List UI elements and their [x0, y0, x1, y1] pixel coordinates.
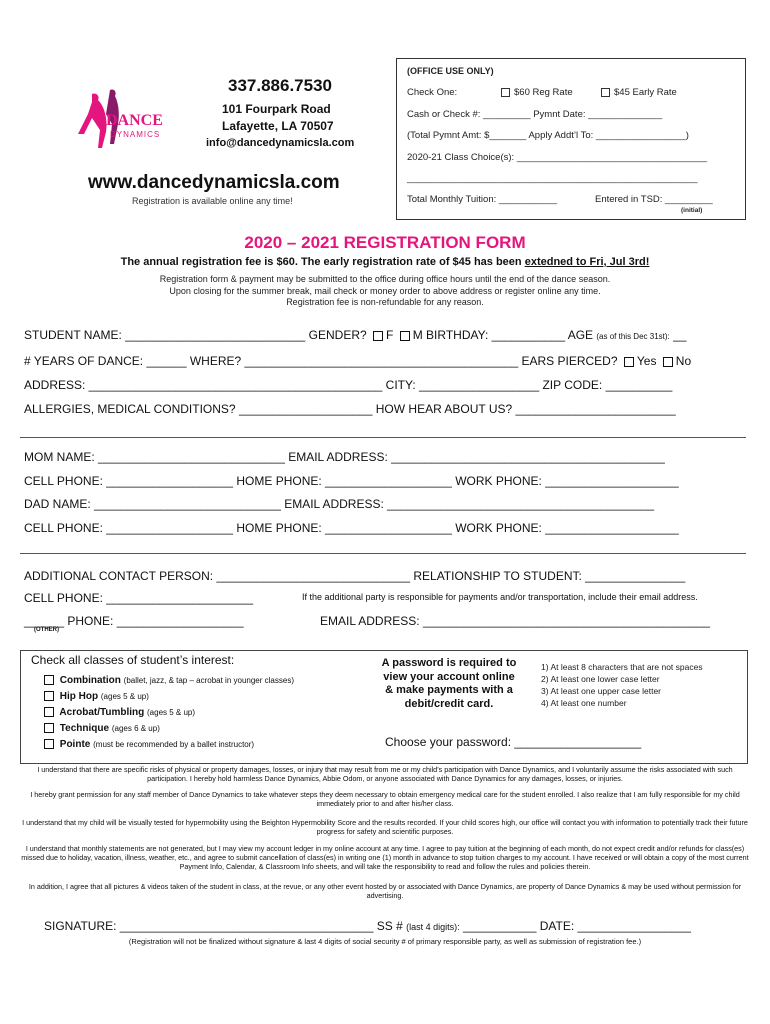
- form-title: 2020 – 2021 REGISTRATION FORM: [244, 233, 526, 252]
- signature-row[interactable]: [44, 919, 691, 933]
- class-choice-line[interactable]: _______________________________________________________: [407, 173, 698, 184]
- early-rate-checkbox[interactable]: [601, 88, 610, 97]
- total-tuition-field[interactable]: Total Monthly Tuition: ___________: [407, 194, 557, 205]
- reg-rate-checkbox[interactable]: [501, 88, 510, 97]
- password-rules: [541, 661, 703, 709]
- dad-field[interactable]: DAD NAME: ____________________________ EMAIL ADDRESS: ________________________________________: [24, 497, 655, 511]
- ss-note: (last 4 digits):: [406, 922, 460, 932]
- class-checkbox[interactable]: [44, 691, 54, 701]
- cell-phone-2-field[interactable]: CELL PHONE: ___________________ HOME PHONE: ___________________ WORK PHONE: ____________________: [24, 521, 679, 535]
- initial-label: (initial): [681, 207, 703, 214]
- fee-text: The annual registration fee is $60. The early registration rate of $45 has been: [120, 256, 525, 268]
- class-note: (ages 5 & up): [100, 692, 149, 701]
- age-note: (as of this Dec 31st):: [596, 332, 670, 341]
- studio-email[interactable]: info@dancedynamicsla.com: [206, 137, 355, 149]
- signature-field[interactable]: SIGNATURE: ______________________________________ SS #: [44, 919, 403, 933]
- age-field[interactable]: __: [673, 328, 687, 342]
- reg-rate-label: $60 Reg Rate: [514, 87, 573, 98]
- divider: [20, 437, 746, 438]
- signature-note: (Registration will not be finalized without signature & last 4 digits of social security # of primary responsible party, as well as submission of registration fee.): [128, 937, 642, 946]
- logo-text-dynamics: DYNAMICS: [110, 130, 161, 139]
- class-note: (ballet, jazz, & tap – acrobat in younger classes): [123, 676, 294, 685]
- mom-field[interactable]: MOM NAME: ____________________________ EMAIL ADDRESS: _________________________________________: [24, 450, 665, 464]
- divider: [20, 553, 746, 554]
- ears-yes-checkbox[interactable]: [624, 357, 634, 367]
- class-option[interactable]: [41, 723, 160, 734]
- class-name: Hip Hop: [59, 691, 99, 702]
- allergies-field[interactable]: ALLERGIES, MEDICAL CONDITIONS? ____________________ HOW HEAR ABOUT US? ________________________: [24, 402, 676, 416]
- classes-title: Check all classes of student’s interest:: [31, 653, 235, 667]
- office-use-title: (OFFICE USE ONLY): [407, 66, 494, 76]
- early-rate-option[interactable]: [601, 87, 677, 98]
- class-checkbox[interactable]: [44, 675, 54, 685]
- class-note: (ages 6 & up): [111, 724, 160, 733]
- address-line-2: Lafayette, LA 70507: [222, 119, 334, 133]
- studio-phone: 337.886.7530: [228, 76, 332, 95]
- logo-text-dance: DANCE: [106, 112, 163, 129]
- other-label: (OTHER): [34, 627, 59, 633]
- additional-email-field[interactable]: EMAIL ADDRESS: ___________________________________________: [320, 614, 710, 628]
- password-rule: 1) At least 8 characters that are not spaces: [541, 662, 703, 672]
- class-note: (must be recommended by a ballet instructor): [93, 740, 255, 749]
- other-phone-field[interactable]: ______ PHONE: ___________________: [24, 614, 244, 628]
- gender-f-label: F: [386, 328, 394, 342]
- liability-paragraph: I understand that there are specific risks of physical or property damages, losses, or injury that may result from me or my child’s participation with Dance Dynamics, and I voluntarily assume the risks associated with such participation. I hereby hold harmless Dance Dynamics, Abbie Odom, or anyone associated with Dance Dynamics for any damages, losses, or injuries.: [37, 765, 733, 783]
- choose-password-field[interactable]: Choose your password: ___________________: [385, 735, 642, 749]
- class-checkbox[interactable]: [44, 707, 54, 717]
- address-line-1: 101 Fourpark Road: [222, 102, 331, 116]
- birthday-field[interactable]: BIRTHDAY: ___________ AGE: [426, 328, 594, 342]
- student-row[interactable]: [24, 328, 686, 342]
- years-row[interactable]: [24, 354, 691, 368]
- student-name-field[interactable]: STUDENT NAME: ___________________________ GENDER?: [24, 328, 367, 342]
- class-name: Pointe: [59, 739, 91, 750]
- media-paragraph: In addition, I agree that all pictures & videos taken of the student in class, at the revue, or any other event hosted by or associated with Dance Dynamics, are property of Dance Dynamics & may be used without permission for advertising.: [28, 882, 742, 900]
- dance-dynamics-logo: [70, 88, 180, 158]
- class-checkbox[interactable]: [44, 739, 54, 749]
- early-rate-label: $45 Early Rate: [614, 87, 677, 98]
- reg-rate-option[interactable]: [501, 87, 573, 98]
- fee-deadline: extedned to Fri, Jul 3rd!: [524, 256, 650, 268]
- medical-paragraph: I hereby grant permission for any staff member of Dance Dynamics to take whatever steps they deem necessary to obtain emergency medical care for the student enrolled. I also realize that I am fully responsible for my child immediately prior to and after his/her class.: [30, 790, 740, 808]
- class-option[interactable]: [41, 707, 195, 718]
- additional-contact-field[interactable]: ADDITIONAL CONTACT PERSON: _____________________________ RELATIONSHIP TO STUDENT: _______________: [24, 569, 686, 583]
- password-rule: 2) At least one lower case letter: [541, 674, 660, 684]
- password-rule: 3) At least one upper case letter: [541, 686, 662, 696]
- note-2: Upon closing for the summer break, mail check or money order to above address or register online any time.: [169, 285, 601, 296]
- check-one-label: Check One:: [407, 87, 458, 98]
- registration-notes: [0, 274, 770, 309]
- password-rule: 4) At least one number: [541, 698, 627, 708]
- tuition-paragraph: I understand that monthly statements are not generated, but I may view my account ledger in my online account at any time. I agree to pay tuition at the beginning of each month, do not expect credit and/or refunds for class(es) missed due to holiday, vacation, illness, weather, etc., and agree to submit cancellation of class(es) in writing one (1) month in advance to stop tuition charges to my account. I have received or will obtain a copy of the most current Payment Info, Calendar, & Classroom Info sheets, and will take the responsibility to read and follow the rules and policies therein.: [21, 844, 749, 871]
- additional-note: If the additional party is responsible for payments and/or transportation, include their email address.: [302, 592, 698, 602]
- total-payment-field[interactable]: (Total Pymnt Amt: $_______ Apply Addt’l To: _________________): [407, 130, 689, 141]
- class-name: Combination: [59, 675, 121, 686]
- gender-f-checkbox[interactable]: [373, 331, 383, 341]
- ears-no-label: No: [675, 354, 692, 368]
- years-where-field[interactable]: # YEARS OF DANCE: ______ WHERE? _________________________________________ EARS PIERCED?: [24, 354, 618, 368]
- website-link[interactable]: www.dancedynamicsla.com: [88, 172, 340, 193]
- office-use-box: [396, 58, 746, 220]
- website-note: Registration is available online any time!: [132, 196, 293, 206]
- class-checkbox[interactable]: [44, 723, 54, 733]
- ears-yes-label: Yes: [636, 354, 657, 368]
- class-option[interactable]: [41, 739, 254, 750]
- note-3: Registration fee is non-refundable for any reason.: [286, 297, 484, 307]
- classes-box: [20, 650, 748, 764]
- class-option[interactable]: [41, 691, 149, 702]
- cash-check-field[interactable]: Cash or Check #: _________ Pymnt Date: ______________: [407, 109, 663, 120]
- class-name: Technique: [59, 723, 110, 734]
- entered-tsd-field[interactable]: Entered in TSD: _________: [595, 194, 713, 205]
- ears-no-checkbox[interactable]: [663, 357, 673, 367]
- hypermobility-paragraph: I understand that my child will be visually tested for hypermobility using the Beighton Hypermobility Score and the results recorded. If your child scores high, our office will contact you with information to potentially track their future progress for safety and scientific purposes.: [22, 818, 748, 836]
- additional-cell-field[interactable]: CELL PHONE: ______________________: [24, 591, 254, 605]
- gender-m-checkbox[interactable]: [400, 331, 410, 341]
- class-choice-field[interactable]: 2020-21 Class Choice(s): ____________________________________: [407, 152, 708, 163]
- class-name: Acrobat/Tumbling: [59, 707, 145, 718]
- password-notice: A password is required to view your account online & make payments with a debit/credit card.: [381, 657, 517, 710]
- address-field[interactable]: ADDRESS: ____________________________________________ CITY: __________________ ZIP CODE: __________: [24, 378, 673, 392]
- ss-date-field[interactable]: ___________ DATE: _________________: [462, 919, 691, 933]
- note-1: Registration form & payment may be submitted to the office during office hours until the end of the dance season.: [159, 274, 611, 284]
- class-note: (ages 5 & up): [147, 708, 196, 717]
- class-option[interactable]: [41, 675, 294, 686]
- studio-address: [222, 101, 334, 135]
- fee-statement: [0, 256, 770, 268]
- gender-m-label: M: [412, 328, 423, 342]
- cell-phone-1-field[interactable]: CELL PHONE: ___________________ HOME PHONE: ___________________ WORK PHONE: ____________________: [24, 474, 679, 488]
